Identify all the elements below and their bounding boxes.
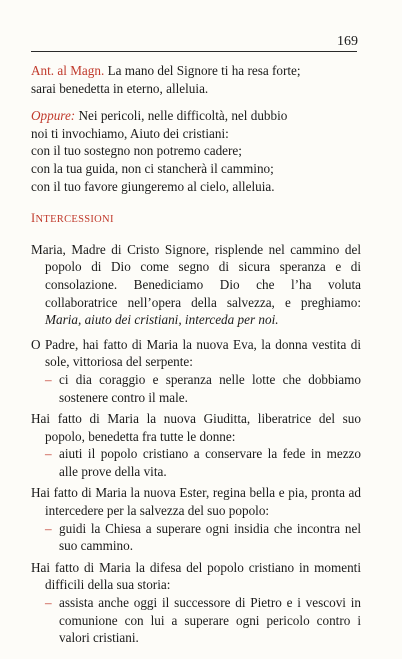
page-content — [31, 62, 361, 651]
oppure-text-2: noi ti invochiamo, Aiuto dei cristiani: — [31, 125, 229, 141]
response-text: assista anche oggi il successore di Pietro e i vescovi in comunione con lui a superare ogni pericolo contro i valori cristiani. — [59, 595, 361, 646]
petition — [31, 484, 361, 554]
petition-text: Hai fatto di Maria la nuova Giuditta, liberatrice del suo popolo, benedetta fra tutte le donne: — [31, 411, 361, 444]
petition-response — [45, 520, 361, 555]
petition-text: O Padre, hai fatto di Maria la nuova Eva, la donna vestita di sole, vittoriosa del serpente: — [31, 336, 361, 370]
antiphon-text-1: La mano del Signore ti ha resa forte; — [107, 63, 301, 78]
oppure-text-1: Nei pericoli, nelle difficoltà, nel dubbio — [78, 108, 288, 124]
petition-text: Hai fatto di Maria la difesa del popolo cristiano in momenti difficili della sua storia: — [31, 559, 361, 593]
response-text: guidi la Chiesa a superare ogni insidia che incontra nel suo cammino. — [59, 520, 361, 554]
petition-response — [45, 445, 361, 480]
response-dash: – — [45, 595, 52, 611]
petition-response — [45, 594, 361, 647]
oppure-label: Oppure: — [31, 108, 76, 124]
response-dash: – — [45, 371, 52, 387]
intro-refrain: Maria, aiuto dei cristiani, interceda per noi. — [45, 312, 279, 328]
response-dash: – — [45, 446, 52, 462]
petition-text: Hai fatto di Maria la nuova Ester, regina bella e pia, pronta ad intercedere per la salvezza del suo popolo: — [31, 485, 361, 519]
header-rule — [31, 51, 357, 52]
response-text: aiuti il popolo cristiano a conservare la fede in mezzo alle prove della vita. — [59, 446, 361, 479]
response-dash: – — [45, 520, 52, 536]
oppure-text-4: con la tua guida, non ci stancherà il cammino; — [31, 160, 274, 176]
alternative-antiphon — [31, 107, 361, 195]
section-title-rest: NTERCESSIONI — [35, 214, 114, 226]
page-number: 169 — [337, 34, 358, 49]
section-title-cap: I — [31, 211, 36, 226]
petition — [31, 336, 361, 406]
petition — [31, 559, 361, 647]
magnificat-antiphon — [31, 62, 361, 97]
section-title-intercessions — [31, 210, 361, 229]
oppure-text-3: con il tuo sostegno non potremo cadere; — [31, 143, 242, 159]
intro-text: Maria, Madre di Cristo Signore, risplende nel cammino del popolo di Dio come segno di sicura speranza e di consolazione. Benediciamo Dio che l’ha voluta collaboratrice nell’opera della salvezza, e preghiamo: — [31, 241, 361, 310]
petition — [31, 410, 361, 480]
antiphon-line-1 — [31, 62, 361, 80]
intercessions-intro — [31, 241, 361, 329]
antiphon-label: Ant. al Magn. — [31, 63, 105, 78]
petition-response — [45, 371, 361, 406]
oppure-text-5: con il tuo favore giungeremo al cielo, alleluia. — [31, 178, 275, 194]
antiphon-text-2: sarai benedetta in eterno, alleluia. — [31, 80, 209, 96]
response-text: ci dia coraggio e speranza nelle lotte che dobbiamo sostenere contro il male. — [59, 371, 361, 405]
oppure-line-1 — [31, 107, 361, 125]
